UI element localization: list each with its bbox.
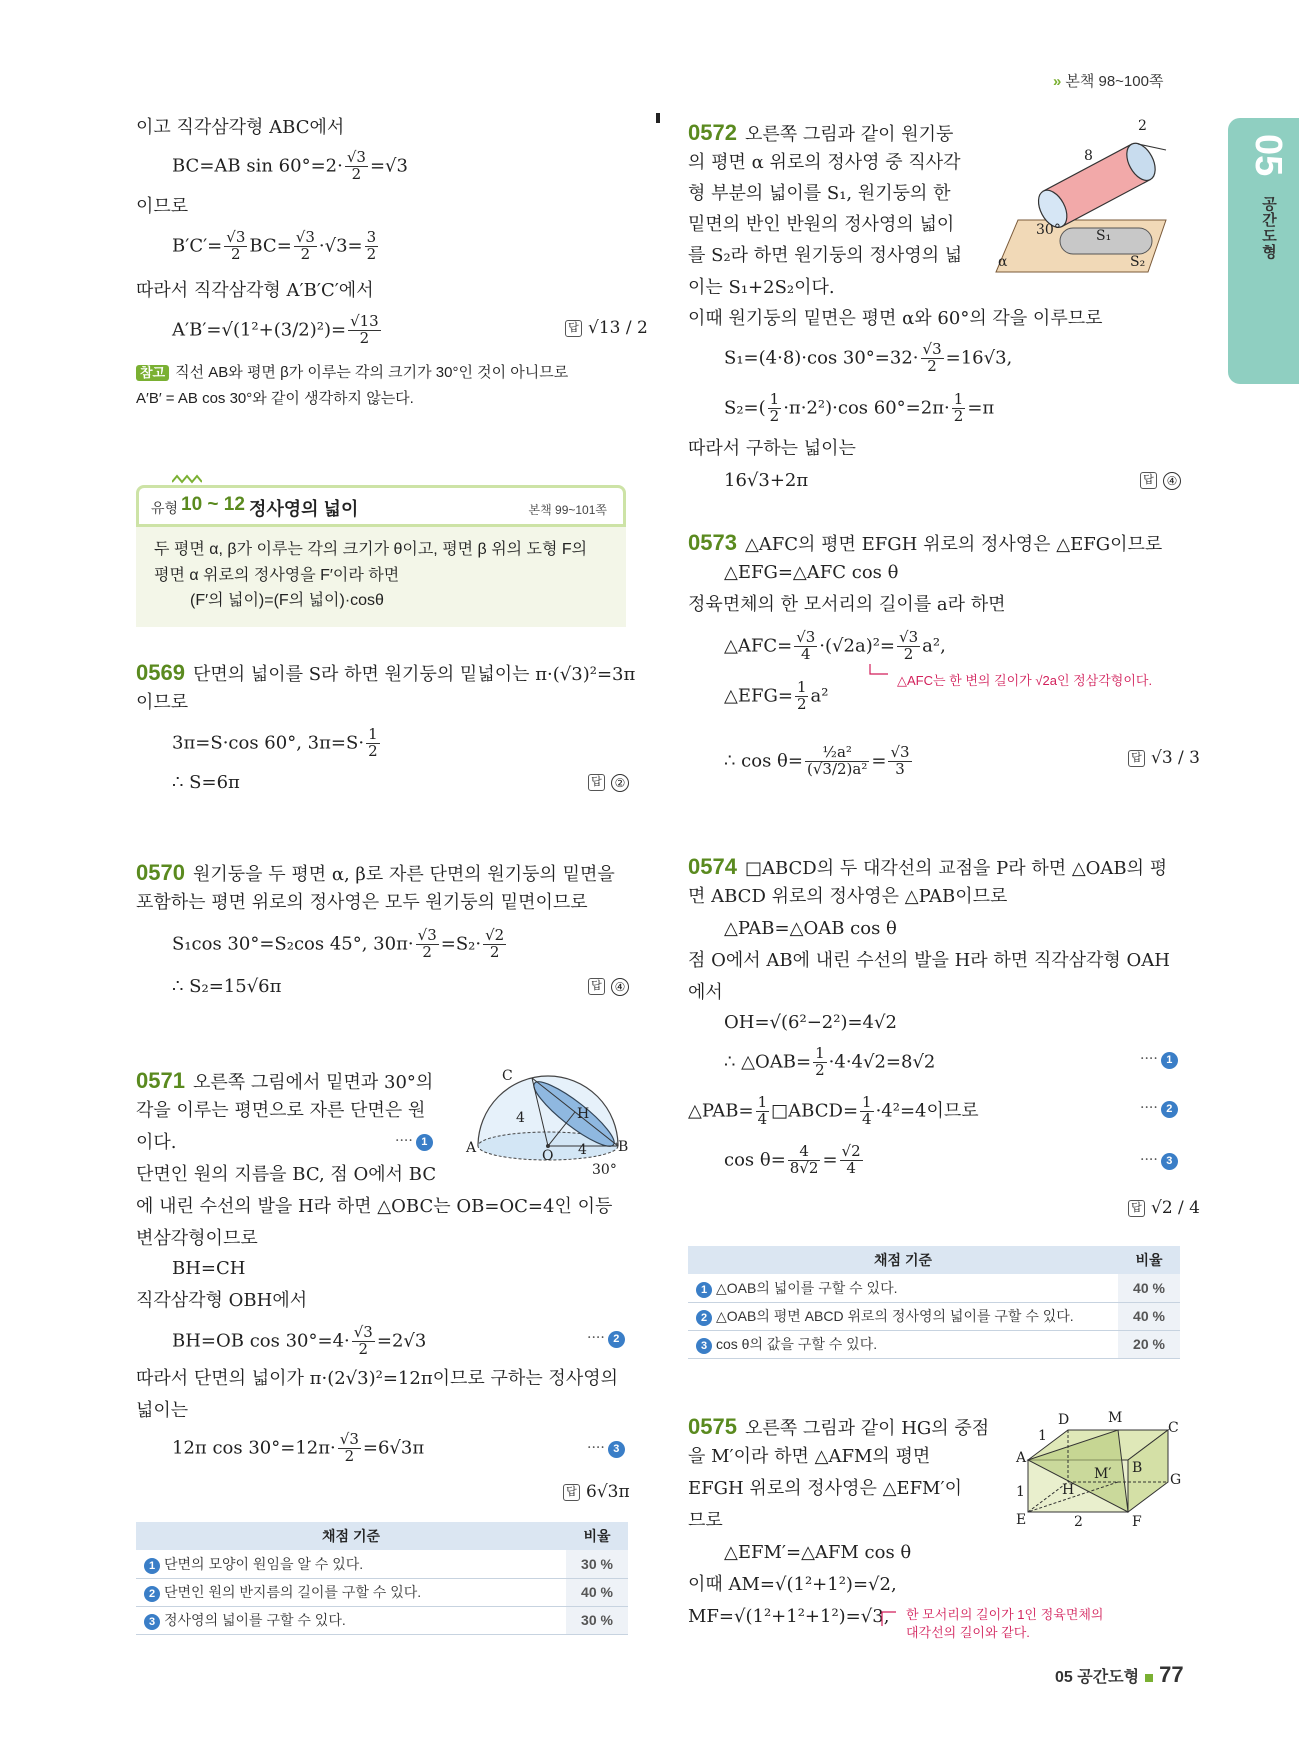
text-line: 포함하는 평면 위로의 정사영은 모두 원기둥의 밑면이므로 bbox=[136, 892, 588, 913]
fraction: $\frac{1}{2}$ bbox=[953, 390, 964, 425]
problem-0575-line: 0575 오른쪽 그림과 같이 HG의 중점 bbox=[688, 1414, 990, 1439]
fraction: $\frac{√13}{2}$ bbox=[350, 312, 379, 347]
answer: 답 √13 / 2 bbox=[565, 318, 648, 338]
pink-note: 대각선의 길이와 같다. bbox=[906, 1625, 1030, 1640]
grading-table: 채점 기준 비율 1 단면의 모양이 원임을 알 수 있다. 30 % 2 단면인 원의 반지름의 길이를 구할 수 있다. 40 % 3 정사영의 넓이를 구할 수 있다. 30 % bbox=[136, 1522, 628, 1635]
fraction: $\frac{√3}{2}$ bbox=[922, 340, 942, 375]
figure-label: A bbox=[1016, 1450, 1027, 1466]
chapter-tab[interactable] bbox=[1228, 118, 1299, 384]
text-line: EFGH 위로의 정사영은 △EFM′이 bbox=[688, 1478, 962, 1499]
figure-label: 2 bbox=[1074, 1514, 1083, 1530]
fraction: $\frac{1}{4}$ bbox=[757, 1093, 768, 1128]
fraction: $\frac{4}{8√2}$ bbox=[789, 1142, 819, 1177]
fraction: $\frac{√3}{2}$ bbox=[899, 628, 919, 663]
chapter-number: 05 bbox=[1247, 134, 1289, 177]
equation-bpcp: B′C′= $\frac{√3}{2}$ BC= $\frac{√3}{2}$ ·√3= $\frac{3}{2}$ bbox=[172, 228, 377, 263]
problem-0573-line: 0573 △AFC의 평면 EFGH 위로의 정사영은 △EFG이므로 bbox=[688, 530, 1163, 555]
equation: ∴ cos θ= $\frac{\text{½a²}}{\text{(√3/2)a²}}$ = $\frac{√3}{3}$ bbox=[724, 743, 910, 778]
answer: 답 ④ bbox=[588, 976, 629, 996]
equation: △PAB= $\frac{1}{4}$ □ABCD= $\frac{1}{4}$ ·4²=4이므로 bbox=[688, 1093, 979, 1128]
text-line: 에서 bbox=[688, 982, 723, 1003]
equation: OH=√(6²−2²)=4√2 bbox=[724, 1012, 897, 1033]
double-chevron-icon: » bbox=[1053, 73, 1062, 90]
answer-icon: 답 bbox=[588, 774, 605, 791]
text-line: 를 S₂라 하면 원기둥의 정사영의 넓 bbox=[688, 245, 963, 266]
figure-label: H bbox=[1062, 1482, 1075, 1498]
text-line: 각을 이루는 평면으로 자른 단면은 원 bbox=[136, 1100, 426, 1121]
equation: △PAB=△OAB cos θ bbox=[724, 918, 897, 939]
fraction: $\frac{3}{2}$ bbox=[366, 228, 377, 263]
fraction: $\frac{1}{2}$ bbox=[769, 390, 780, 425]
problem-0571-line: 0571 오른쪽 그림에서 밑면과 30°의 bbox=[136, 1068, 434, 1093]
fraction: $\frac{√2}{2}$ bbox=[485, 926, 505, 961]
note-line: A′B′ = AB cos 30°와 같이 생각하지 않는다. bbox=[136, 390, 414, 407]
equation: 16√3+2π bbox=[724, 470, 809, 491]
figure-label: 30° bbox=[592, 1162, 617, 1178]
type-title: 정사영의 넓이 bbox=[249, 499, 359, 519]
equation: ∴ S₂=15√6π bbox=[172, 976, 282, 997]
answer-icon: 답 bbox=[1140, 472, 1157, 489]
problem-number: 0572 bbox=[688, 120, 737, 145]
fraction: $\frac{√3}{3}$ bbox=[890, 743, 910, 778]
step-marker: ···· 1 bbox=[1140, 1051, 1178, 1069]
column-marker bbox=[656, 113, 660, 123]
fraction: $\frac{√3}{2}$ bbox=[353, 1323, 373, 1358]
equation-apbp: A′B′=√(1²+(3/2)²)= $\frac{√13}{2}$ bbox=[172, 312, 379, 347]
text-line: 따라서 구하는 넓이는 bbox=[688, 438, 856, 459]
text-line: 넓이는 bbox=[136, 1400, 189, 1421]
figure-label: C bbox=[1168, 1420, 1179, 1436]
answer-icon: 답 bbox=[1128, 1200, 1145, 1217]
text-line: 직각삼각형 OBH에서 bbox=[136, 1290, 308, 1311]
equation: ∴ S=6π bbox=[172, 772, 240, 793]
problem-number: 0573 bbox=[688, 530, 737, 555]
problem-number: 0571 bbox=[136, 1068, 185, 1093]
answer-icon: 답 bbox=[565, 320, 582, 337]
answer: 답 ② bbox=[588, 772, 629, 792]
text-line: 의 평면 α 위로의 정사영 중 직사각 bbox=[688, 152, 961, 173]
problem-0574-line: 0574 □ABCD의 두 대각선의 교점을 P라 하면 △OAB의 평 bbox=[688, 854, 1168, 879]
figure-label: α bbox=[998, 254, 1008, 270]
answer-icon: 답 bbox=[1128, 750, 1145, 767]
figure-label: S₁ bbox=[1096, 228, 1112, 244]
equation: BH=CH bbox=[172, 1258, 246, 1279]
figure-label: A bbox=[466, 1140, 477, 1156]
text-line: 면 ABCD 위로의 정사영은 △PAB이므로 bbox=[688, 886, 1008, 907]
answer: 답 √2 / 4 bbox=[1128, 1198, 1200, 1218]
figure-label: 4 bbox=[516, 1110, 525, 1126]
answer: 답 ④ bbox=[1140, 470, 1181, 490]
cylinder-figure bbox=[988, 120, 1178, 280]
problem-0572-line: 0572 오른쪽 그림과 같이 원기둥 bbox=[688, 120, 954, 145]
text-line: 따라서 직각삼각형 A′B′C′에서 bbox=[136, 280, 374, 301]
fraction: $\frac{√2}{4}$ bbox=[841, 1142, 861, 1177]
type-box-header: 유형 10 ~ 12 정사영의 넓이 본책 99~101쪽 bbox=[136, 485, 626, 527]
step-marker: ···· 2 bbox=[1140, 1100, 1178, 1118]
text-line: 정육면체의 한 모서리의 길이를 a라 하면 bbox=[688, 594, 1006, 615]
text-line: 형 부분의 넓이를 S₁, 원기둥의 한 bbox=[688, 183, 951, 204]
text-line: 따라서 단면의 넓이가 π·(2√3)²=12π이므로 구하는 정사영의 bbox=[136, 1368, 618, 1389]
figure-label: F bbox=[1132, 1514, 1142, 1530]
figure-label: O bbox=[542, 1148, 554, 1164]
problem-number: 0569 bbox=[136, 660, 185, 685]
figure-label: M bbox=[1108, 1410, 1123, 1426]
text-line: 이다. bbox=[136, 1132, 177, 1153]
fraction: $\frac{\text{½a²}}{\text{(√3/2)a²}}$ bbox=[806, 743, 868, 778]
type-box bbox=[136, 485, 626, 630]
fraction: $\frac{√3}{2}$ bbox=[295, 228, 315, 263]
equation: ∴ △OAB= $\frac{1}{2}$ ·4·4√2=8√2 bbox=[724, 1044, 936, 1079]
text-line: 이므로 bbox=[136, 692, 189, 713]
figure-label: 4 bbox=[578, 1142, 587, 1158]
zigzag-icon bbox=[172, 474, 202, 484]
pink-note: 한 모서리의 길이가 1인 정육면체의 bbox=[906, 1607, 1104, 1622]
equation-bc: BC=AB sin 60°=2· $\frac{√3}{2}$ =√3 bbox=[172, 148, 408, 183]
equation: S₂=( $\frac{1}{2}$ ·π·2²)·cos 60°=2π· $\frac{1}{2}$ =π bbox=[724, 390, 995, 425]
equation: △EFG= $\frac{1}{2}$ a² bbox=[724, 678, 829, 713]
note-badge: 참고 bbox=[136, 365, 169, 381]
square-icon bbox=[1145, 1674, 1153, 1682]
figure-label: 30° bbox=[1036, 222, 1061, 238]
problem-number: 0570 bbox=[136, 860, 185, 885]
step-marker: ···· 3 bbox=[1140, 1152, 1178, 1170]
table-row: 2 △OAB의 평면 ABCD 위로의 정사영의 넓이를 구할 수 있다. 40 % bbox=[688, 1302, 1180, 1330]
text-line: 이때 원기둥의 밑면은 평면 α와 60°의 각을 이루므로 bbox=[688, 308, 1103, 329]
equation: BH=OB cos 30°=4· $\frac{√3}{2}$ =2√3 bbox=[172, 1323, 427, 1358]
answer: 답 √3 / 3 bbox=[1128, 748, 1200, 768]
problem-number: 0574 bbox=[688, 854, 737, 879]
figure-label: 1 bbox=[1038, 1428, 1047, 1444]
fraction: $\frac{√3}{2}$ bbox=[339, 1430, 359, 1465]
figure-label: M′ bbox=[1094, 1466, 1112, 1482]
text-line: 단면인 원의 지름을 BC, 점 O에서 BC bbox=[136, 1164, 437, 1185]
fraction: $\frac{1}{2}$ bbox=[368, 725, 378, 760]
figure-label: D bbox=[1058, 1412, 1070, 1428]
figure-label: B bbox=[1132, 1460, 1143, 1476]
table-row: 3 정사영의 넓이를 구할 수 있다. 30 % bbox=[136, 1606, 628, 1634]
table-row: 1 △OAB의 넓이를 구할 수 있다. 40 % bbox=[688, 1274, 1180, 1302]
problem-0570-line: 0570 원기둥을 두 평면 α, β로 자른 단면의 원기둥의 밑면을 bbox=[136, 860, 615, 885]
equation: △EFG=△AFC cos θ bbox=[724, 562, 899, 583]
type-reference: 본책 99~101쪽 bbox=[528, 503, 607, 517]
text-line: 이고 직각삼각형 ABC에서 bbox=[136, 117, 345, 138]
step-marker: ···· 3 bbox=[587, 1440, 625, 1458]
bracket-icon bbox=[880, 1606, 898, 1628]
figure-label: H bbox=[577, 1106, 590, 1122]
fraction: $\frac{√3}{2}$ bbox=[226, 228, 246, 263]
equation: 이때 AM=√(1²+1²)=√2, bbox=[688, 1574, 897, 1595]
answer: 답 6√3π bbox=[563, 1482, 630, 1502]
text-line: 점 O에서 AB에 내린 수선의 발을 H라 하면 직각삼각형 OAH bbox=[688, 950, 1170, 971]
table-row: 3 cos θ의 값을 구할 수 있다. 20 % bbox=[688, 1330, 1180, 1358]
grading-table: 채점 기준 비율 1 △OAB의 넓이를 구할 수 있다. 40 % 2 △OAB의 평면 ABCD 위로의 정사영의 넓이를 구할 수 있다. 40 % 3 cos θ의 값을 구할 수 있다. 20 % bbox=[688, 1246, 1180, 1359]
equation: 3π=S·cos 60°, 3π=S· $\frac{1}{2}$ bbox=[172, 725, 378, 760]
equation: △AFC= $\frac{√3}{4}$ ·(√2a)²= $\frac{√3}{2}$ a², bbox=[724, 628, 946, 663]
fraction: $\frac{√3}{2}$ bbox=[346, 148, 366, 183]
figure-label: 2 bbox=[1138, 118, 1147, 134]
page-footer: 05 공간도형 77 bbox=[1055, 1662, 1184, 1687]
equation: 12π cos 30°=12π· $\frac{√3}{2}$ =6√3π bbox=[172, 1430, 425, 1465]
problem-0569-line: 0569 단면의 넓이를 S라 하면 원기둥의 밑넓이는 π·(√3)²=3π bbox=[136, 660, 636, 685]
equation: S₁cos 30°=S₂cos 45°, 30π· $\frac{√3}{2}$ =S₂· $\frac{√2}{2}$ bbox=[172, 926, 505, 961]
fraction: $\frac{1}{4}$ bbox=[862, 1093, 872, 1128]
table-row: 2 단면인 원의 반지름의 길이를 구할 수 있다. 40 % bbox=[136, 1578, 628, 1606]
type-number: 10 ~ 12 bbox=[181, 494, 245, 515]
text-line: 므로 bbox=[688, 1510, 723, 1531]
fraction: $\frac{1}{2}$ bbox=[796, 678, 807, 713]
note-line: 참고 직선 AB와 평면 β가 이루는 각의 크기가 30°인 것이 아니므로 bbox=[136, 364, 568, 382]
page-reference: » 본책 98~100쪽 bbox=[1053, 73, 1164, 90]
text-line: 이므로 bbox=[136, 196, 189, 217]
figure-label: G bbox=[1170, 1472, 1182, 1488]
table-row: 1 단면의 모양이 원임을 알 수 있다. 30 % bbox=[136, 1550, 628, 1578]
figure-label: 1 bbox=[1016, 1484, 1025, 1500]
bracket-icon bbox=[868, 664, 890, 678]
pink-note: △AFC는 한 변의 길이가 √2a인 정삼각형이다. bbox=[897, 673, 1153, 688]
figure-label: 8 bbox=[1084, 148, 1093, 164]
figure-label: E bbox=[1016, 1512, 1027, 1528]
figure-label: S₂ bbox=[1130, 254, 1146, 270]
answer-icon: 답 bbox=[563, 1484, 580, 1501]
fraction: $\frac{√3}{2}$ bbox=[417, 926, 437, 961]
type-box-body: 두 평면 α, β가 이루는 각의 크기가 θ이고, 평면 β 위의 도형 F의 평면 α 위로의 정사영을 F′이라 하면 (F′의 넓이)=(F의 넓이)·cosθ bbox=[136, 527, 626, 627]
problem-number: 0575 bbox=[688, 1414, 737, 1439]
text-line: 에 내린 수선의 발을 H라 하면 △OBC는 OB=OC=4인 이등 bbox=[136, 1196, 613, 1217]
fraction: $\frac{1}{2}$ bbox=[815, 1044, 825, 1079]
fraction: $\frac{√3}{4}$ bbox=[796, 628, 816, 663]
page-number: 77 bbox=[1159, 1662, 1184, 1687]
figure-label: B bbox=[618, 1139, 629, 1155]
text-line: 이는 S₁+2S₂이다. bbox=[688, 277, 835, 298]
text-line: 변삼각형이므로 bbox=[136, 1228, 258, 1249]
text-line: 을 M′이라 하면 △AFM의 평면 bbox=[688, 1446, 931, 1467]
step-marker: ···· 2 bbox=[587, 1330, 625, 1348]
equation: S₁=(4·8)·cos 30°=32· $\frac{√3}{2}$ =16√3, bbox=[724, 340, 1013, 375]
step-marker: ···· 1 bbox=[395, 1133, 433, 1151]
answer-icon: 답 bbox=[588, 978, 605, 995]
equation: MF=√(1²+1²+1²)=√3, bbox=[688, 1606, 890, 1627]
equation: cos θ= $\frac{4}{8√2}$ = $\frac{√2}{4}$ bbox=[724, 1142, 861, 1177]
figure-label: C bbox=[502, 1068, 513, 1084]
text-line: 밑면의 반인 반원의 정사영의 넓이 bbox=[688, 214, 955, 235]
chapter-label: 공간도형 bbox=[1260, 196, 1277, 260]
equation: △EFM′=△AFM cos θ bbox=[724, 1542, 912, 1563]
